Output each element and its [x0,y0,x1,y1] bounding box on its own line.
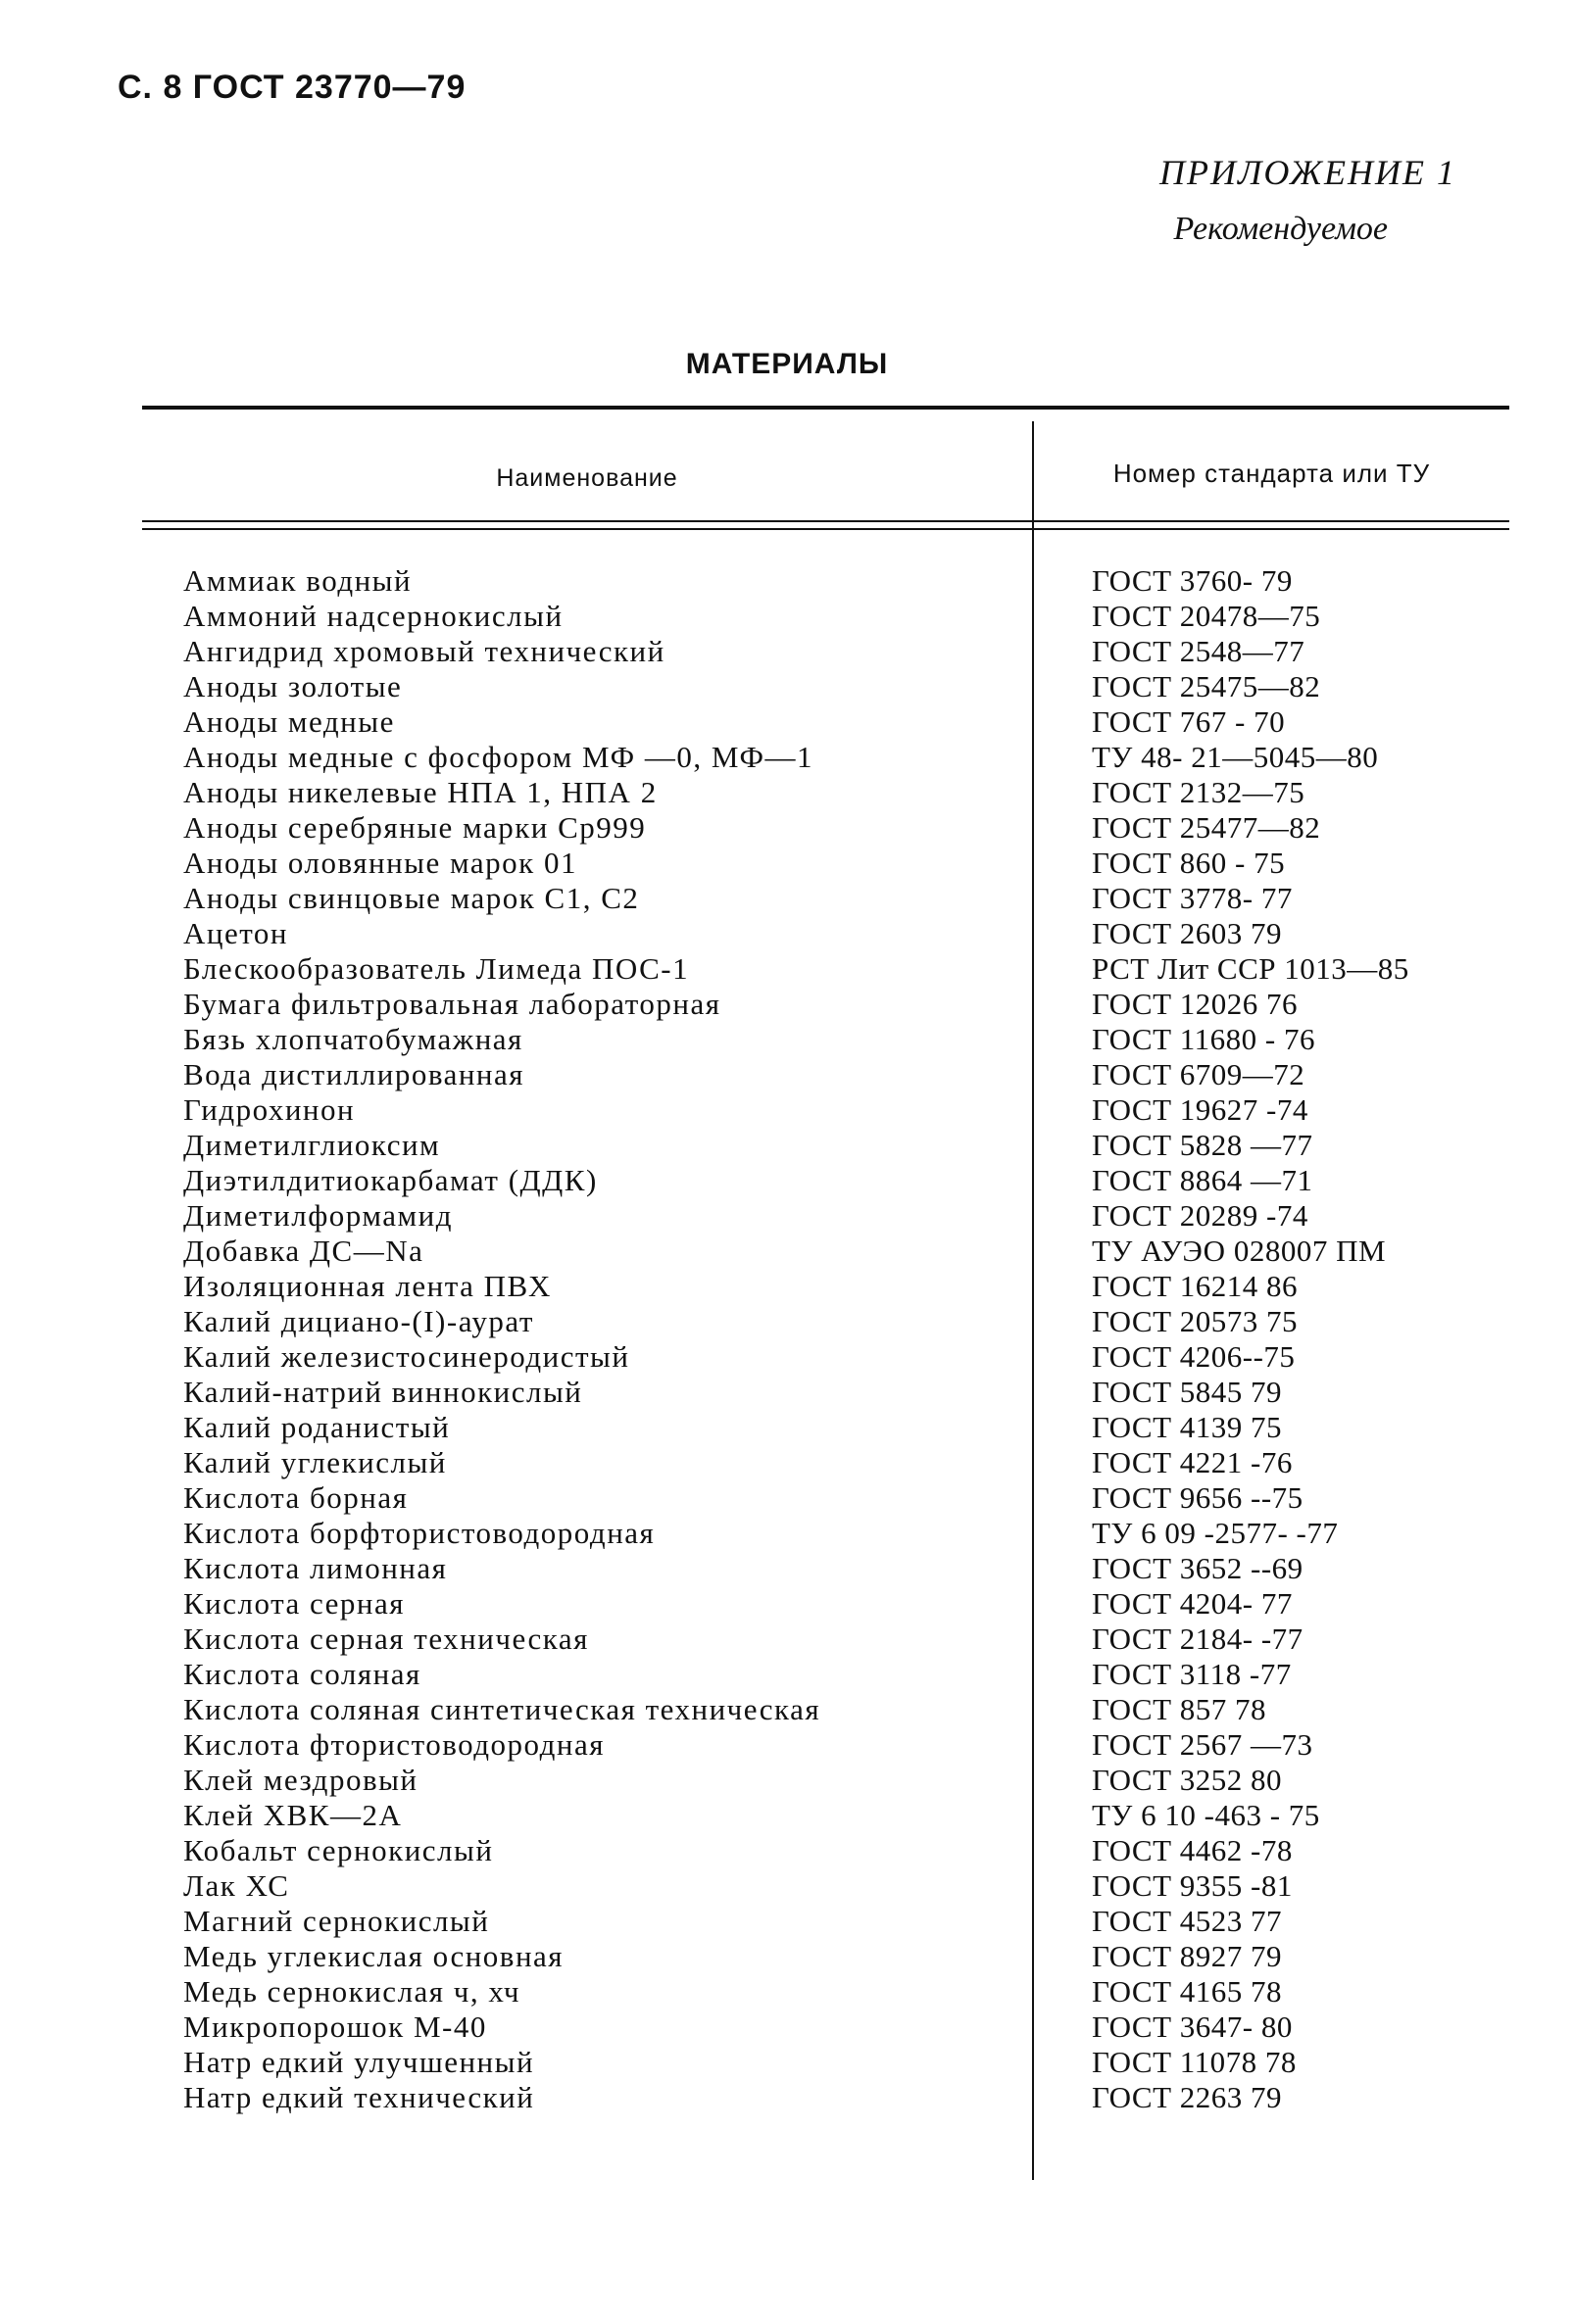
standard-number: ГОСТ 25475—82 [1092,669,1321,703]
standard-number: ТУ 6 10 -463 - 75 [1092,1798,1320,1832]
standard-number: ГОСТ 2184- -77 [1092,1622,1303,1656]
appendix-title: ПРИЛОЖЕНИЕ 1 [1159,153,1456,192]
material-name: Клей ХВК—2А [183,1798,403,1832]
material-name: Ацетон [183,916,288,950]
material-name: Диметилглиоксим [183,1128,441,1162]
table-row [0,1234,1574,1269]
material-name: Блескообразователь Лимеда ПОС-1 [183,951,690,986]
table-row [0,1974,1574,2009]
material-name: Медь углекислая основная [183,1939,565,1973]
table-row [0,1304,1574,1339]
standard-number: ГОСТ 12026 76 [1092,987,1299,1021]
material-name: Медь сернокислая ч, хч [183,1974,520,2009]
material-name: Магний сернокислый [183,1904,490,1938]
material-name: Микропорошок М-40 [183,2009,487,2044]
table-row [0,1692,1574,1727]
material-name: Кислота лимонная [183,1551,448,1585]
standard-number: ГОСТ 25477—82 [1092,810,1321,845]
table-row [0,2009,1574,2045]
table-row [0,740,1574,775]
table-row [0,1516,1574,1551]
table-row [0,846,1574,881]
table-row [0,1163,1574,1198]
standard-number: ГОСТ 6709—72 [1092,1057,1305,1091]
material-name: Калий дициано-(I)-аурат [183,1304,534,1338]
table-row [0,1339,1574,1375]
standard-number: ГОСТ 2263 79 [1092,2080,1283,2114]
standard-number: ГОСТ 19627 -74 [1092,1092,1308,1127]
material-name: Ангидрид хромовый технический [183,634,665,668]
table-row [0,1904,1574,1939]
material-name: Лак ХС [183,1868,290,1903]
standard-number: ГОСТ 4139 75 [1092,1410,1283,1444]
standard-number: ГОСТ 3760- 79 [1092,563,1293,598]
appendix-subtitle: Рекомендуемое [1173,211,1388,247]
material-name: Натр едкий улучшенный [183,2045,535,2079]
table-row [0,1269,1574,1304]
table-row [0,1375,1574,1410]
header-rule-double [142,528,1509,530]
column-header-name: Наименование [496,464,678,492]
standard-number: ГОСТ 2567 —73 [1092,1727,1313,1762]
material-name: Аноды никелевые НПА 1, НПА 2 [183,775,658,809]
standard-number: ГОСТ 3652 --69 [1092,1551,1303,1585]
standard-number: ГОСТ 4523 77 [1092,1904,1283,1938]
page-header: С. 8 ГОСТ 23770—79 [118,69,467,106]
standard-number: ТУ 6 09 -2577- -77 [1092,1516,1339,1550]
standard-number: ГОСТ 2548—77 [1092,634,1305,668]
standard-number: ГОСТ 3647- 80 [1092,2009,1293,2044]
material-name: Клей мездровый [183,1763,418,1797]
standard-number: ГОСТ 2132—75 [1092,775,1305,809]
standard-number: ГОСТ 3118 -77 [1092,1657,1292,1691]
standard-number: ГОСТ 8864 —71 [1092,1163,1313,1197]
column-header-standard: Номер стандарта или ТУ [1112,459,1431,488]
table-row [0,1092,1574,1128]
table-row [0,2045,1574,2080]
standard-number: ГОСТ 857 78 [1092,1692,1267,1726]
material-name: Диметилформамид [183,1198,453,1233]
standard-number: ГОСТ 4206--75 [1092,1339,1296,1374]
standard-number: ГОСТ 3778- 77 [1092,881,1293,915]
table-row [0,634,1574,669]
standard-number: ГОСТ 4204- 77 [1092,1586,1293,1621]
material-name: Кислота серная техническая [183,1622,589,1656]
table-row [0,987,1574,1022]
table-row [0,1939,1574,1974]
table-row [0,1198,1574,1234]
header-rule [142,520,1509,522]
material-name: Диэтилдитиокарбамат (ДДК) [183,1163,598,1197]
material-name: Бумага фильтровальная лабораторная [183,987,721,1021]
table-row [0,1480,1574,1516]
standard-number: ГОСТ 4165 78 [1092,1974,1283,2009]
material-name: Калий роданистый [183,1410,451,1444]
standard-number: ГОСТ 4221 -76 [1092,1445,1293,1479]
material-name: Кислота серная [183,1586,406,1621]
table-row [0,1551,1574,1586]
table-row [0,951,1574,987]
material-name: Аноды оловянные марок 01 [183,846,577,880]
material-name: Аноды золотые [183,669,403,703]
table-row [0,1410,1574,1445]
material-name: Калий железистосинеродистый [183,1339,630,1374]
material-name: Бязь хлопчатобумажная [183,1022,523,1056]
standard-number: ГОСТ 2603 79 [1092,916,1283,950]
table-row [0,1022,1574,1057]
material-name: Кислота соляная [183,1657,421,1691]
standard-number: ГОСТ 11078 78 [1092,2045,1297,2079]
material-name: Натр едкий технический [183,2080,535,2114]
material-name: Изоляционная лента ПВХ [183,1269,552,1303]
standard-number: ГОСТ 4462 -78 [1092,1833,1293,1867]
table-row [0,810,1574,846]
standard-number: ГОСТ 16214 86 [1092,1269,1299,1303]
material-name: Кислота соляная синтетическая техническая [183,1692,821,1726]
table-row [0,669,1574,704]
standard-number: ГОСТ 5845 79 [1092,1375,1283,1409]
material-name: Кобальт сернокислый [183,1833,494,1867]
table-row [0,2080,1574,2115]
standard-number: ГОСТ 3252 80 [1092,1763,1283,1797]
material-name: Аноды свинцовые марок С1, С2 [183,881,640,915]
standard-number: ГОСТ 20573 75 [1092,1304,1299,1338]
material-name: Аноды медные [183,704,395,739]
table-row [0,1057,1574,1092]
table-row [0,775,1574,810]
standard-number: ГОСТ 9656 --75 [1092,1480,1303,1515]
standard-number: ГОСТ 5828 —77 [1092,1128,1313,1162]
table-row [0,1833,1574,1868]
material-name: Кислота фтористоводородная [183,1727,606,1762]
material-name: Аммоний надсернокислый [183,599,564,633]
table-row [0,704,1574,740]
standard-number: ГОСТ 20478—75 [1092,599,1321,633]
material-name: Аноды медные с фосфором МФ —0, МФ—1 [183,740,814,774]
table-row [0,1128,1574,1163]
material-name: Калий углекислый [183,1445,447,1479]
standard-number: ТУ АУЭО 028007 ПМ [1092,1234,1387,1268]
standard-number: ГОСТ 767 - 70 [1092,704,1286,739]
table-row [0,563,1574,599]
table-row [0,1622,1574,1657]
standard-number: ГОСТ 860 - 75 [1092,846,1286,880]
table-row [0,599,1574,634]
table-title: МАТЕРИАЛЫ [685,348,889,380]
material-name: Добавка ДС—Na [183,1234,424,1268]
table-row [0,1763,1574,1798]
materials-table-body [0,563,1574,2115]
standard-number: ТУ 48- 21—5045—80 [1092,740,1379,774]
table-top-rule [142,406,1509,410]
standard-number: ГОСТ 9355 -81 [1092,1868,1293,1903]
material-name: Аноды серебряные марки Ср999 [183,810,647,845]
table-row [0,1445,1574,1480]
table-row [0,1798,1574,1833]
material-name: Вода дистиллированная [183,1057,525,1091]
table-row [0,1727,1574,1763]
standard-number: РСТ Лит ССР 1013—85 [1092,951,1409,986]
material-name: Аммиак водный [183,563,413,598]
material-name: Кислота борфтористоводородная [183,1516,656,1550]
table-row [0,916,1574,951]
standard-number: ГОСТ 11680 - 76 [1092,1022,1315,1056]
table-row [0,1868,1574,1904]
material-name: Калий-натрий виннокислый [183,1375,583,1409]
standard-number: ГОСТ 20289 -74 [1092,1198,1308,1233]
standard-number: ГОСТ 8927 79 [1092,1939,1283,1973]
material-name: Гидрохинон [183,1092,356,1127]
material-name: Кислота борная [183,1480,409,1515]
table-row [0,1586,1574,1622]
table-row [0,881,1574,916]
table-row [0,1657,1574,1692]
